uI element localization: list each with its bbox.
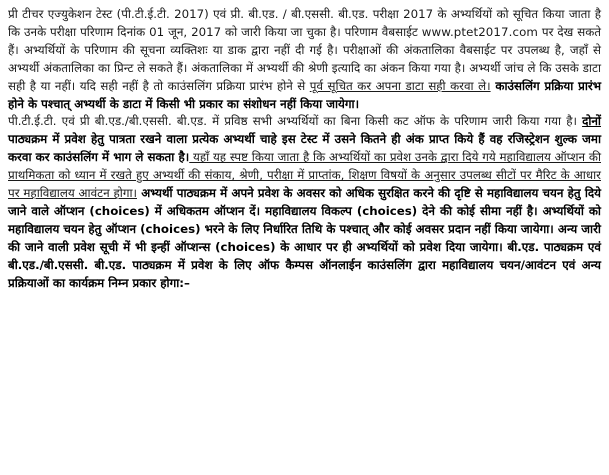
text-segment: प्री टीचर एज्युकेशन टेस्ट (पी.टी.ई.टी. 2017) एवं प्री. बी.एड. / बी.एससी. बी.एड. परीक्षा 2017 के अभ्यर्थियों को सूचित किया जाता है कि उनके परीक्षा परिणाम दिनांक 01 जून, 2017 को जारी किया जा चुका है। परिणाम वैबसाईट xyxy=(8,7,601,39)
text-segment: यहाँ यह स्पष्ट किया जाता है कि अभ्यर्थियों का प्रवेश उनके द्वारा दिये गये महाविद्यालय ऑप्शन की प्राथमिकता को ध्यान में रखते हुए अभ्यर्थी की संकाय, श्रेणी, परीक्षा में प्राप्तांक, शिक्षण विषयों के अनुसार उपलब्ध सीटों पर मैरिट के आधार पर महाविद्यालय आवंटन होगा। xyxy=(8,150,601,201)
text-segment: पाठ्यक्रम में प्रवेश हेतु पात्रता रखने वाला प्रत्येक अभ्यर्थी चाहे इस टेस्ट में उसने कितने ही अंक प्राप्त किये हैं वह रजिस्ट्रेशन शुल्क जमा करवा कर काउंसलिंग में भाग ले सकता है। xyxy=(8,132,601,165)
text-segment: दोनों xyxy=(582,114,601,129)
website-url: www.ptet2017.com xyxy=(421,24,538,39)
paragraph-results-notice xyxy=(8,6,601,113)
text-segment: काउंसलिंग प्रक्रिया प्रारंभ होने के पश्चात् अभ्यर्थी के डाटा में किसी भी प्रकार का संशोधन नहीं किया जायेगा। xyxy=(8,78,601,111)
text-segment: पर देख सकते हैं। अभ्यर्थियों के परिणाम की सूचना व्यक्तिशः या डाक द्वारा नहीं दी गई है। परीक्षाओं की अंकतालिका वैबसाईट पर उपलब्ध है, जहाँ से अभ्यर्थी अंकतालिका का प्रिन्ट ले सकते हैं। अंकतालिका में अभ्यर्थी की श्रेणी इत्यादि का अंकन किया गया है। अभ्यर्थी जांच ले कि उसके डाटा सही है या नहीं। यदि सही नहीं है तो काउंसलिंग प्रक्रिया प्रारंभ होने से xyxy=(8,24,601,93)
text-segment: अभ्यर्थी पाठ्यक्रम में अपने प्रवेश के अवसर को अधिक सुरक्षित करने की दृष्टि से महाविद्यालय चयन हेतु दिये जाने वाले ऑप्शन (choices) में अधिकतम ऑप्शन दें। महाविद्यालय विकल्प (choices) देने की कोई सीमा नहीं है। अभ्यर्थियों को महाविद्यालय चयन हेतु ऑप्शन (choices) भरने के लिए निर्धारित तिथि के पश्चात् और कोई अवसर प्रदान नहीं किया जायेगा। xyxy=(8,186,601,236)
text-segment: पी.टी.ई.टी. एवं प्री बी.एड./बी.एससी. बी.एड. में प्रविष्ठ सभी अभ्यर्थियों का बिना किसी कट ऑफ के परिणाम जारी किया गया है। xyxy=(8,114,583,129)
text-segment: पूर्व सूचित कर अपना डाटा सही करवा ले। xyxy=(309,78,491,93)
paragraph-counselling-notice xyxy=(8,113,601,292)
text-segment: अन्य जारी की जाने वाली प्रवेश सूची में भी इन्हीं ऑप्शन्स (choices) के आधार पर ही अभ्यर्थियों को प्रवेश दिया जायेगा। बी.एड. पाठ्यक्रम एवं बी.एड./बी.एससी. बी.एड. पाठ्यक्रम में प्रवेश के लिए ऑफ कैम्पस ऑनलाईन काउंसलिंग द्वारा महाविद्यालय चयन/आवंटन एवं अन्य प्रक्रियाओं का कार्यक्रम निम्न प्रकार होगा:– xyxy=(8,221,601,290)
